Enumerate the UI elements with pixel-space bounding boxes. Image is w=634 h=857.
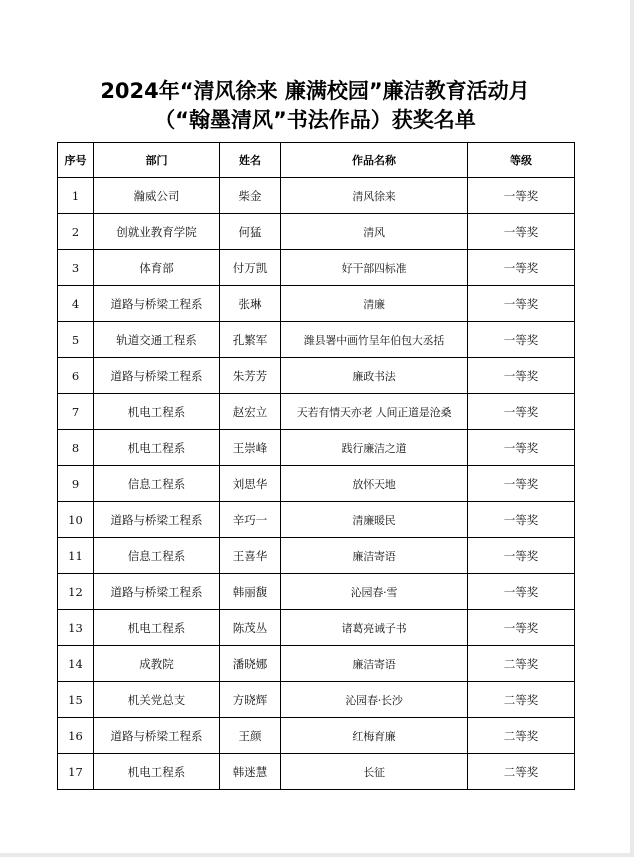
cell-work: 沁园春·雪 — [281, 574, 468, 610]
table-row — [58, 538, 575, 574]
cell-no: 4 — [58, 286, 94, 322]
cell-department: 瀚威公司 — [94, 178, 220, 214]
table-row — [58, 430, 575, 466]
cell-department: 道路与桥梁工程系 — [94, 718, 220, 754]
cell-name: 王颜 — [220, 718, 281, 754]
cell-department: 机电工程系 — [94, 610, 220, 646]
header-work: 作品名称 — [281, 143, 468, 178]
cell-name: 辛巧一 — [220, 502, 281, 538]
cell-name: 何猛 — [220, 214, 281, 250]
cell-work: 天若有情天亦老 人间正道是沧桑 — [281, 394, 468, 430]
cell-no: 10 — [58, 502, 94, 538]
table-row — [58, 466, 575, 502]
cell-work: 清廉 — [281, 286, 468, 322]
cell-work: 廉洁寄语 — [281, 538, 468, 574]
cell-no: 13 — [58, 610, 94, 646]
table-row — [58, 322, 575, 358]
cell-work: 长征 — [281, 754, 468, 790]
table-row — [58, 358, 575, 394]
cell-grade: 一等奖 — [468, 286, 575, 322]
cell-name: 张琳 — [220, 286, 281, 322]
cell-work: 廉洁寄语 — [281, 646, 468, 682]
cell-no: 12 — [58, 574, 94, 610]
cell-work: 沁园春·长沙 — [281, 682, 468, 718]
cell-name: 韩迷慧 — [220, 754, 281, 790]
cell-work: 诸葛亮诫子书 — [281, 610, 468, 646]
cell-grade: 一等奖 — [468, 322, 575, 358]
cell-grade: 二等奖 — [468, 718, 575, 754]
cell-no: 6 — [58, 358, 94, 394]
table-row — [58, 286, 575, 322]
awards-table — [57, 142, 575, 790]
cell-grade: 一等奖 — [468, 178, 575, 214]
table-row — [58, 682, 575, 718]
cell-work: 红梅育廉 — [281, 718, 468, 754]
table-row — [58, 646, 575, 682]
cell-no: 7 — [58, 394, 94, 430]
cell-grade: 一等奖 — [468, 574, 575, 610]
cell-name: 潘晓娜 — [220, 646, 281, 682]
cell-work: 清风 — [281, 214, 468, 250]
cell-grade: 一等奖 — [468, 502, 575, 538]
table-row — [58, 502, 575, 538]
cell-name: 赵宏立 — [220, 394, 281, 430]
cell-name: 朱芳芳 — [220, 358, 281, 394]
cell-no: 16 — [58, 718, 94, 754]
cell-department: 机电工程系 — [94, 394, 220, 430]
cell-department: 机电工程系 — [94, 754, 220, 790]
header-grade: 等级 — [468, 143, 575, 178]
table-row — [58, 754, 575, 790]
header-department: 部门 — [94, 143, 220, 178]
table-header-row — [58, 143, 575, 178]
table-row — [58, 214, 575, 250]
header-name: 姓名 — [220, 143, 281, 178]
cell-work: 潍县署中画竹呈年伯包大丞括 — [281, 322, 468, 358]
cell-name: 柴金 — [220, 178, 281, 214]
cell-grade: 二等奖 — [468, 754, 575, 790]
cell-department: 成教院 — [94, 646, 220, 682]
cell-work: 清廉暖民 — [281, 502, 468, 538]
table-row — [58, 574, 575, 610]
cell-grade: 一等奖 — [468, 466, 575, 502]
cell-no: 17 — [58, 754, 94, 790]
cell-department: 道路与桥梁工程系 — [94, 574, 220, 610]
cell-no: 14 — [58, 646, 94, 682]
cell-grade: 一等奖 — [468, 538, 575, 574]
cell-name: 韩丽馥 — [220, 574, 281, 610]
cell-grade: 一等奖 — [468, 610, 575, 646]
cell-department: 体育部 — [94, 250, 220, 286]
document-title-line1: 2024年“清风徐来 廉满校园”廉洁教育活动月 — [100, 79, 530, 103]
table-body — [58, 178, 575, 790]
cell-department: 道路与桥梁工程系 — [94, 502, 220, 538]
cell-department: 创就业教育学院 — [94, 214, 220, 250]
cell-work: 放怀天地 — [281, 466, 468, 502]
cell-department: 信息工程系 — [94, 466, 220, 502]
cell-department: 轨道交通工程系 — [94, 322, 220, 358]
cell-name: 方晓辉 — [220, 682, 281, 718]
cell-name: 王喜华 — [220, 538, 281, 574]
cell-name: 刘思华 — [220, 466, 281, 502]
cell-grade: 一等奖 — [468, 430, 575, 466]
cell-no: 2 — [58, 214, 94, 250]
cell-no: 3 — [58, 250, 94, 286]
cell-work: 清风徐来 — [281, 178, 468, 214]
table-row — [58, 394, 575, 430]
document-title-line2: （“翰墨清风”书法作品）获奖名单 — [154, 108, 476, 132]
cell-name: 付万凯 — [220, 250, 281, 286]
cell-name: 陈茂丛 — [220, 610, 281, 646]
cell-grade: 二等奖 — [468, 682, 575, 718]
cell-no: 8 — [58, 430, 94, 466]
table-row — [58, 250, 575, 286]
cell-work: 好干部四标准 — [281, 250, 468, 286]
cell-work: 践行廉洁之道 — [281, 430, 468, 466]
cell-grade: 一等奖 — [468, 358, 575, 394]
cell-department: 道路与桥梁工程系 — [94, 358, 220, 394]
table-row — [58, 610, 575, 646]
table-row — [58, 178, 575, 214]
cell-name: 王崇峰 — [220, 430, 281, 466]
header-no: 序号 — [58, 143, 94, 178]
cell-no: 9 — [58, 466, 94, 502]
cell-grade: 一等奖 — [468, 250, 575, 286]
table-row — [58, 718, 575, 754]
cell-work: 廉政书法 — [281, 358, 468, 394]
cell-grade: 一等奖 — [468, 394, 575, 430]
cell-grade: 二等奖 — [468, 646, 575, 682]
cell-no: 1 — [58, 178, 94, 214]
cell-no: 5 — [58, 322, 94, 358]
cell-department: 机电工程系 — [94, 430, 220, 466]
cell-no: 15 — [58, 682, 94, 718]
cell-no: 11 — [58, 538, 94, 574]
cell-department: 机关党总支 — [94, 682, 220, 718]
cell-name: 孔繁军 — [220, 322, 281, 358]
cell-department: 道路与桥梁工程系 — [94, 286, 220, 322]
cell-department: 信息工程系 — [94, 538, 220, 574]
cell-grade: 一等奖 — [468, 214, 575, 250]
